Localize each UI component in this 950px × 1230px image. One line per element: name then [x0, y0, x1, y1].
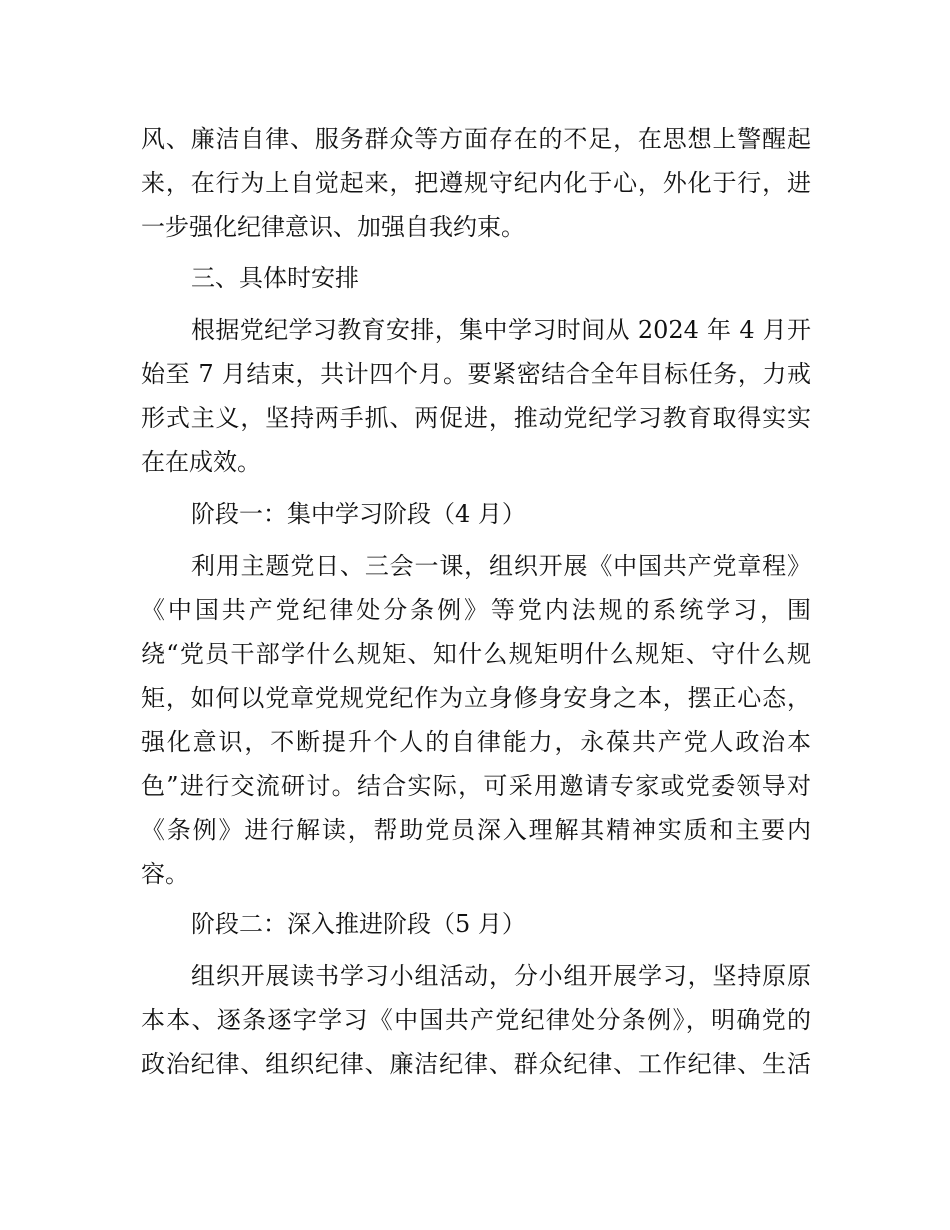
paragraph-line: 根据党纪学习教育安排，集中学习时间从 2024 年 4 月开: [191, 316, 811, 344]
paragraph-line: 在在成效。: [141, 448, 261, 476]
paragraph-line: 来，在行为上自觉起来，把遵规守纪内化于心，外化于行，进: [141, 169, 811, 197]
paragraph-line: 矩，如何以党章党规党纪作为立身修身安身之本，摆正心态，: [141, 684, 811, 712]
paragraph-line: 《中国共产党纪律处分条例》等党内法规的系统学习，围: [141, 596, 811, 624]
paragraph-line: 风、廉洁自律、服务群众等方面存在的不足，在思想上警醒起: [141, 125, 811, 153]
paragraph-line: 一步强化纪律意识、加强自我约束。: [141, 213, 525, 241]
paragraph-line: 形式主义，坚持两手抓、两促进，推动党纪学习教育取得实实: [141, 404, 811, 432]
paragraph-line: 色”进行交流研讨。结合实际，可采用邀请专家或党委领导对: [141, 772, 811, 800]
stage-heading: 阶段二：深入推进阶段（5 月）: [191, 910, 526, 938]
stage-heading: 阶段一：集中学习阶段（4 月）: [191, 500, 526, 528]
paragraph-line: 容。: [141, 860, 189, 888]
paragraph-line: 始至 7 月结束，共计四个月。要紧密结合全年目标任务，力戒: [141, 360, 811, 388]
paragraph-line: 本本、逐条逐字学习《中国共产党纪律处分条例》，明确党的: [141, 1006, 811, 1034]
paragraph-line: 利用主题党日、三会一课，组织开展《中国共产党章程》: [191, 552, 811, 580]
paragraph-line: 组织开展读书学习小组活动，分小组开展学习，坚持原原: [191, 962, 811, 990]
paragraph-line: 强化意识，不断提升个人的自律能力，永葆共产党人政治本: [141, 728, 811, 756]
section-heading: 三、具体时安排: [191, 264, 359, 292]
paragraph-line: 政治纪律、组织纪律、廉洁纪律、群众纪律、工作纪律、生活: [141, 1050, 811, 1078]
paragraph-line: 绕“党员干部学什么规矩、知什么规矩明什么规矩、守什么规: [141, 640, 811, 668]
paragraph-line: 《条例》进行解读，帮助党员深入理解其精神实质和主要内: [141, 816, 811, 844]
